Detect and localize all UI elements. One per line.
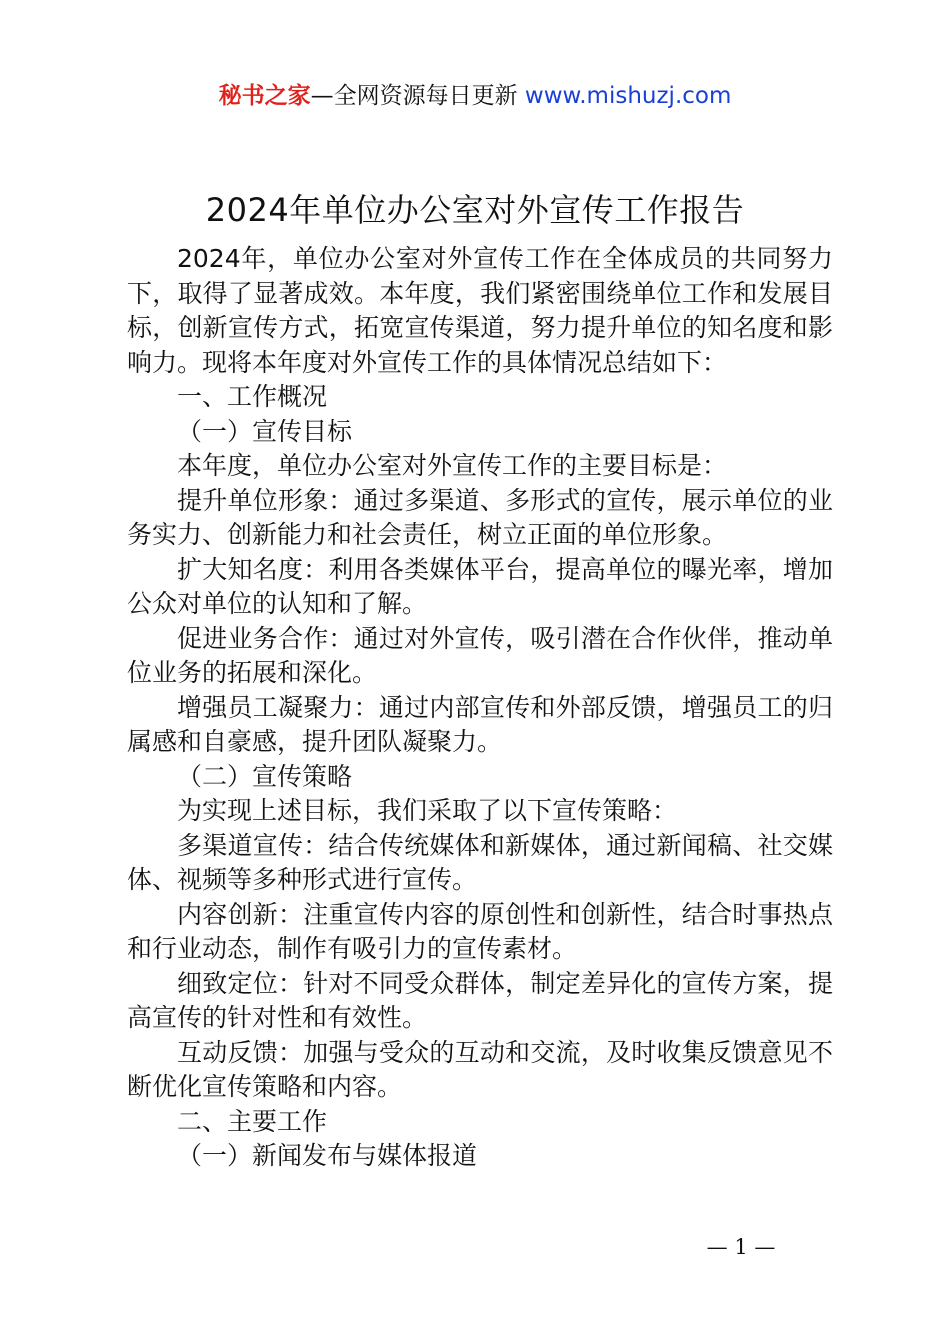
body-paragraph: 本年度，单位办公室对外宣传工作的主要目标是： xyxy=(177,451,728,480)
document-title: 2024年单位办公室对外宣传工作报告 xyxy=(205,191,745,229)
body-paragraph: 内容创新：注重宣传内容的原创性和创新性，结合时事热点和行业动态，制作有吸引力的宣传素材。 xyxy=(127,899,833,963)
body-paragraph: 增强员工凝聚力：通过内部宣传和外部反馈，增强员工的归属感和自豪感，提升团队凝聚力。 xyxy=(127,692,833,756)
section-heading-overview: 一、工作概况 xyxy=(177,382,328,411)
subsection-heading-goals: （一）宣传目标 xyxy=(177,416,353,446)
site-url-link[interactable]: www.mishuzj.com xyxy=(524,83,732,109)
page-number: — 1 — xyxy=(706,1235,776,1259)
subsection-heading-strategy: （二）宣传策略 xyxy=(177,761,353,791)
brand-name: 秘书之家 xyxy=(218,83,311,109)
body-paragraph: 细致定位：针对不同受众群体，制定差异化的宣传方案，提高宣传的针对性和有效性。 xyxy=(127,968,833,1032)
body-paragraph: 提升单位形象：通过多渠道、多形式的宣传，展示单位的业务实力、创新能力和社会责任，树立正面的单位形象。 xyxy=(127,485,833,549)
body-paragraph: 扩大知名度：利用各类媒体平台，提高单位的曝光率，增加公众对单位的认知和了解。 xyxy=(127,554,833,618)
body-paragraph: 促进业务合作：通过对外宣传，吸引潜在合作伙伴，推动单位业务的拓展和深化。 xyxy=(127,623,833,687)
body-paragraph: 互动反馈：加强与受众的互动和交流，及时收集反馈意见不断优化宣传策略和内容。 xyxy=(127,1037,833,1101)
body-paragraph: 多渠道宣传：结合传统媒体和新媒体，通过新闻稿、社交媒体、视频等多种形式进行宣传。 xyxy=(127,830,833,894)
site-header xyxy=(0,80,950,112)
intro-paragraph: 2024年，单位办公室对外宣传工作在全体成员的共同努力下，取得了显著成效。本年度，我们紧密围绕单位工作和发展目标，创新宣传方式，拓宽宣传渠道，努力提升单位的知名度和影响力。现将本年度对外宣传工作的具体情况总结如下： xyxy=(127,244,833,377)
subsection-heading-news: （一）新闻发布与媒体报道 xyxy=(177,1141,478,1170)
document-body xyxy=(127,242,833,1174)
header-slogan: —全网资源每日更新 xyxy=(310,83,525,109)
section-heading-main-work: 二、主要工作 xyxy=(177,1106,328,1136)
body-paragraph: 为实现上述目标，我们采取了以下宣传策略： xyxy=(177,796,678,825)
